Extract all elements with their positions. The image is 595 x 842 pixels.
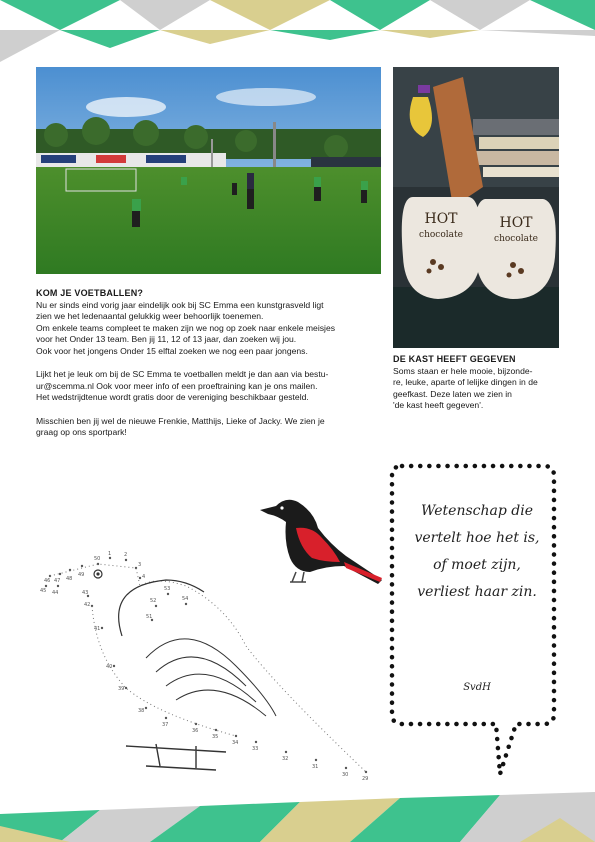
- article-line: voor het Onder 13 team. Ben jij 11, 12 of 13 jaar, dan zoeken wij jou.: [36, 334, 297, 345]
- dot-number: 39: [118, 686, 125, 692]
- dot-number: 44: [52, 590, 59, 596]
- dot-number: 37: [162, 722, 169, 728]
- dot-number: 35: [212, 734, 219, 740]
- dot-number: 36: [192, 728, 199, 734]
- mug-text-chocolate-2: chocolate: [494, 234, 538, 244]
- quote-line: of moet zijn,: [433, 557, 521, 573]
- mug-text-hot-2: HOT: [499, 215, 533, 231]
- quote-line: verliest haar zin.: [417, 584, 537, 600]
- dot-number: 3: [138, 562, 142, 568]
- mug-text-chocolate: chocolate: [419, 230, 463, 240]
- dot-number: 29: [362, 776, 369, 782]
- dot-number: 42: [84, 602, 91, 608]
- dot-number: 50: [94, 556, 101, 562]
- article-football-heading: KOM JE VOETBALLEN?: [36, 288, 144, 298]
- dot-number: 46: [44, 578, 51, 584]
- dot-number: 40: [106, 664, 113, 670]
- dot-number: 41: [94, 626, 101, 632]
- quote-line: Wetenschap die: [421, 503, 533, 519]
- article-line: Misschien ben jij wel de nieuwe Frenkie, Matthijs, Lieke of Jacky. We zien je: [36, 415, 325, 426]
- quote-text: [402, 498, 552, 606]
- dot-to-dot-bird-puzzle: [36, 546, 376, 786]
- article-football: [36, 288, 386, 439]
- article-line: 'de kast heeft gegeven'.: [393, 400, 484, 411]
- dot-number: 33: [252, 746, 259, 752]
- top-banner: [0, 0, 595, 62]
- article-line: Lijkt het je leuk om bij de SC Emma te voetballen meldt je dan aan via bestu-: [36, 369, 329, 380]
- article-line: Nu er sinds eind vorig jaar eindelijk ook bij SC Emma een kunstgrasveld ligt: [36, 299, 324, 310]
- article-line: Om enkele teams compleet te maken zijn we nog op zoek naar enkele meisjes: [36, 322, 336, 333]
- dot-number: 38: [138, 708, 145, 714]
- quote-signature: SvdH: [463, 682, 491, 693]
- article-line: re, leuke, aparte of lelijke dingen in de: [393, 377, 538, 388]
- article-line: Het wedstrijdtenue wordt gratis door de vereniging beschikbaar gesteld.: [36, 392, 309, 403]
- article-kast: [393, 354, 563, 412]
- dot-number: 2: [124, 552, 128, 558]
- dot-number: 4: [142, 574, 146, 580]
- dot-number: 1: [108, 551, 112, 557]
- dot-number: 54: [182, 596, 189, 602]
- dot-number: 52: [150, 598, 157, 604]
- article-line: ur@scemma.nl Ook voor meer info of een proeftraining kan je ons mailen.: [36, 380, 318, 391]
- dot-number: 51: [146, 614, 153, 620]
- bottom-banner: [0, 792, 595, 842]
- article-line: Ook voor het jongens Onder 15 elftal zoeken we nog een paar jongens.: [36, 345, 308, 356]
- football-field-photo: [36, 67, 381, 274]
- quote-line: vertelt hoe het is,: [414, 530, 540, 546]
- mug-text-hot: HOT: [424, 211, 458, 227]
- article-line: Soms staan er hele mooie, bijzonde-: [393, 365, 533, 376]
- dot-number: 30: [342, 772, 349, 778]
- dot-number: 45: [40, 588, 47, 594]
- dot-number: 34: [232, 740, 239, 746]
- dot-number: 31: [312, 764, 319, 770]
- dot-number: 32: [282, 756, 289, 762]
- article-line: graag op ons sportpark!: [36, 427, 127, 438]
- dot-number: 48: [66, 576, 73, 582]
- dot-number: 49: [78, 572, 85, 578]
- article-kast-heading: DE KAST HEEFT GEGEVEN: [393, 354, 516, 364]
- dot-number: 53: [164, 586, 171, 592]
- article-line: zien we het ledenaantal gelukkig weer behoorlijk toenemen.: [36, 311, 264, 322]
- dot-number: 47: [54, 578, 61, 584]
- geefkast-photo: [393, 67, 559, 348]
- article-line: geefkast. Deze laten we zien in: [393, 388, 512, 399]
- dot-number: 43: [82, 590, 89, 596]
